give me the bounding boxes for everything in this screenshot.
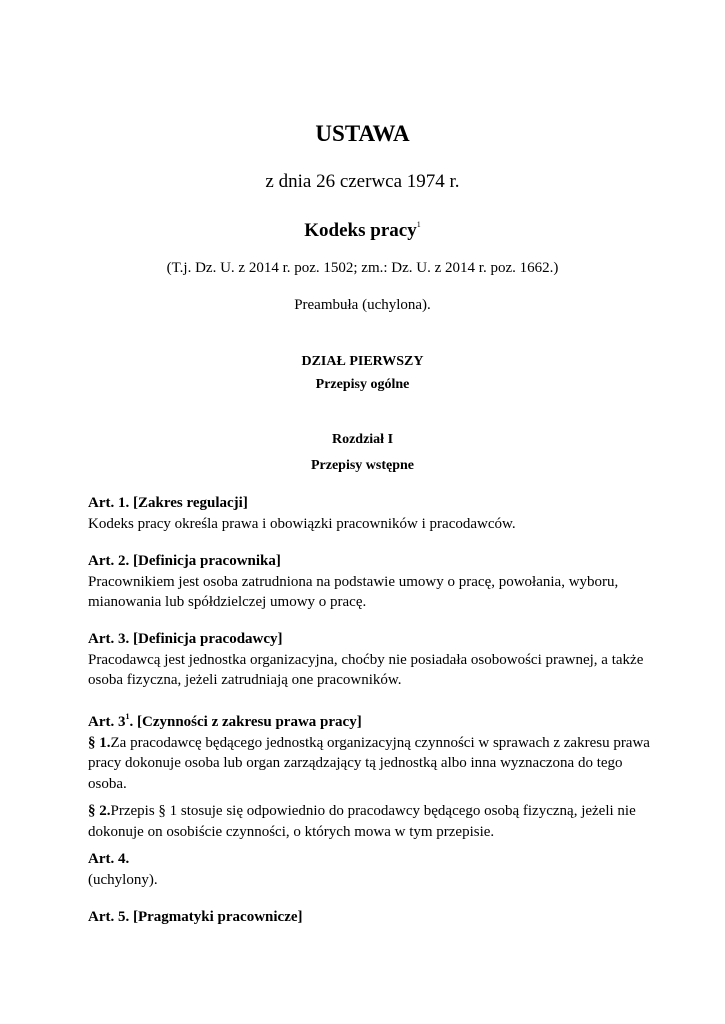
paragraph-1-line: pracy dokonuje osoba lub organ zarządzający tą jednostką albo inna wyznaczona do tego [88, 755, 623, 771]
article-heading: Art. 2. [Definicja pracownika] [88, 553, 281, 569]
article-heading-superscript: 1 [125, 712, 130, 721]
chapter-title: Rozdział I [331, 432, 394, 447]
paragraph-2-line [88, 801, 648, 822]
paragraph-1-label: § 1. [88, 734, 111, 751]
division-subtitle: Przepisy ogólne [315, 377, 410, 392]
article-text-line: osoba fizyczna, jeżeli zatrudniają one pracowników. [88, 672, 402, 688]
paragraph-2-label: § 2. [88, 803, 111, 819]
paragraph-1-line [88, 733, 648, 754]
act-title: USTAWA [315, 121, 410, 146]
article-heading: Art. 3. [Definicja pracodawcy] [88, 631, 283, 647]
article-4 [88, 849, 648, 890]
preamble-note: Preambuła (uchylona). [294, 297, 431, 313]
code-name-text: Kodeks pracy [304, 220, 417, 241]
act-date: z dnia 26 czerwca 1974 r. [265, 171, 460, 192]
paragraph-2-line: dokonuje on osobiście czynności, o których mowa w tym przepisie. [88, 823, 495, 840]
footnote-mark: 1 [416, 220, 421, 229]
article-1 [88, 493, 648, 534]
article-text-line: (uchylony). [88, 871, 158, 888]
article-2 [88, 551, 648, 613]
article-heading-suffix: . [Czynności z zakresu prawa pracy] [129, 714, 362, 730]
article-text-line: Kodeks pracy określa prawa i obowiązki pracowników i pracodawców. [88, 515, 516, 532]
article-heading: Art. 4. [88, 851, 130, 867]
article-heading [88, 707, 648, 733]
paragraph-1-line: osoba. [88, 775, 127, 792]
article-3 [88, 629, 648, 691]
article-3-1 [88, 707, 648, 842]
code-name [0, 213, 725, 243]
article-text-line: Pracownikiem jest osoba zatrudniona na podstawie umowy o pracę, powołania, wyboru, [88, 573, 619, 590]
paragraph-1-text: Za pracodawcę będącego jednostką organizacyjną czynności w sprawach z zakresu prawa [110, 734, 650, 751]
article-text-line: mianowania lub spółdzielczej umowy o pracę. [88, 594, 367, 610]
article-5 [88, 907, 648, 928]
chapter-subtitle: Przepisy wstępne [310, 458, 415, 473]
article-heading-prefix: Art. 3 [88, 714, 126, 730]
article-heading: Art. 5. [Pragmatyki pracownicze] [88, 909, 303, 925]
article-heading: Art. 1. [Zakres regulacji] [88, 495, 248, 511]
division-title: DZIAŁ PIERWSZY [301, 354, 424, 369]
paragraph-2-text: Przepis § 1 stosuje się odpowiednio do pracodawcy będącego osobą fizyczną, jeżeli nie [110, 803, 636, 819]
publication-source: (T.j. Dz. U. z 2014 r. poz. 1502; zm.: Dz. U. z 2014 r. poz. 1662.) [166, 260, 559, 276]
article-text-line: Pracodawcą jest jednostka organizacyjna, choćby nie posiadała osobowości prawnej, a także [88, 651, 644, 668]
